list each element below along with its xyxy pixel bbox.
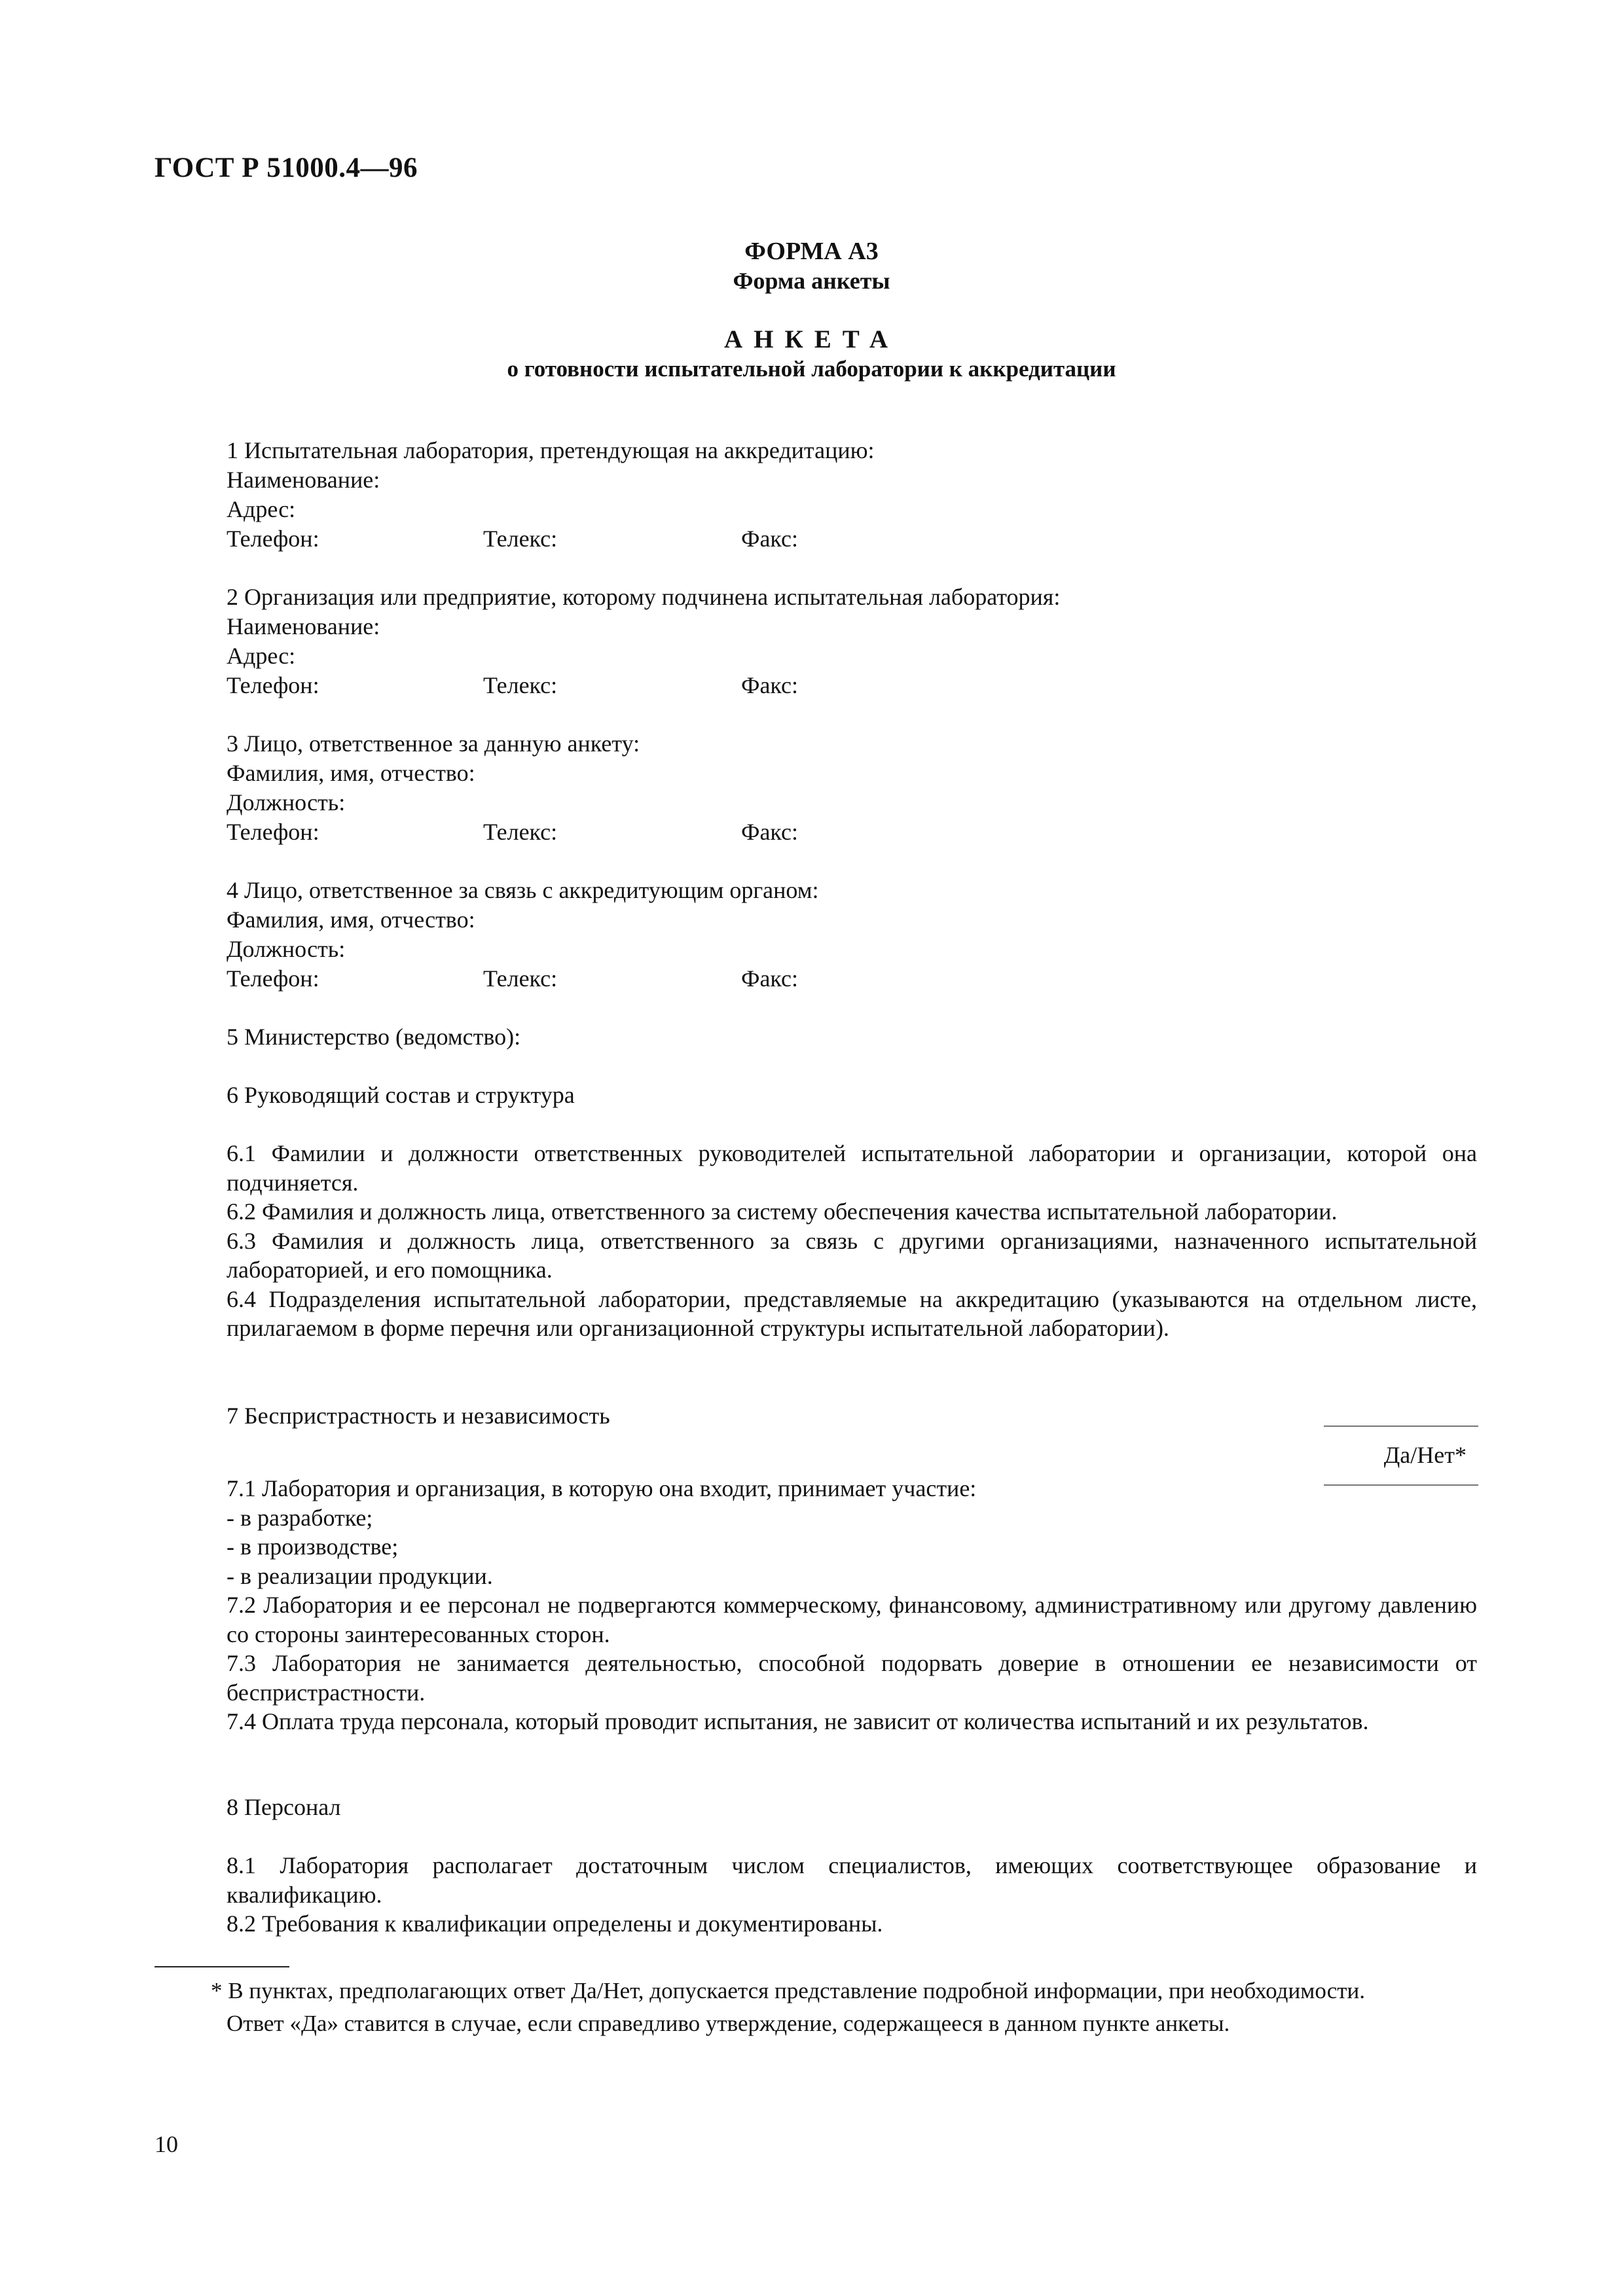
list-item: 6.4 Подразделения испытательной лаборатории, представляемые на аккредитацию (указываются на отдельном листе, прилагаемом в форме перечня или организационной структуры испытательной лаборатории). (227, 1285, 1477, 1341)
section-8-title: 8 Персонал (227, 1794, 341, 1820)
footnote (155, 1977, 1477, 2038)
list-item: 6.1 Фамилии и должности ответственных руководителей испытательной лаборатории и организации, которой она подчиняется. (227, 1140, 1477, 1196)
section-title: 1 Испытательная лаборатория, претендующая на аккредитацию: (227, 437, 875, 463)
fax-label: Факс: (741, 672, 798, 698)
section-6-title: 6 Руководящий состав и структура (227, 1082, 575, 1108)
footnote-text: Ответ «Да» ставится в случае, если справедливо утверждение, содержащееся в данном пункте анкеты. (227, 2011, 1230, 2036)
telex-label: Телекс: (483, 526, 558, 552)
footnote-divider (155, 1966, 289, 1967)
section-1 (227, 436, 875, 554)
section-7-items (155, 1474, 1477, 1736)
field-label: Адрес: (227, 496, 296, 522)
bullet-item: - в реализации продукции. (227, 1562, 493, 1589)
field-label: Наименование: (227, 467, 380, 493)
bullet-item: - в производстве; (227, 1534, 399, 1560)
section-title: 2 Организация или предприятие, которому подчинена испытательная лаборатория: (227, 584, 1061, 610)
telex-label: Телекс: (483, 965, 558, 992)
questionnaire-title: АНКЕТА (723, 325, 900, 353)
footnote-text: * В пунктах, предполагающих ответ Да/Нет, допускается представление подробной информации, при необходимости. (211, 1978, 1366, 2003)
questionnaire-subtitle: о готовности испытательной лаборатории к аккредитации (507, 356, 1116, 382)
field-label: Фамилия, имя, отчество: (227, 760, 475, 786)
document-code: ГОСТ Р 51000.4—96 (155, 152, 418, 183)
field-label: Наименование: (227, 613, 380, 639)
contact-row (227, 817, 798, 847)
section-4 (227, 876, 819, 994)
bullet-item: - в разработке; (227, 1504, 373, 1531)
telex-label: Телекс: (483, 819, 558, 845)
section-title: 3 Лицо, ответственное за данную анкету: (227, 730, 640, 757)
field-label: Должность: (227, 936, 346, 962)
section-8-items (155, 1851, 1477, 1939)
section-7-title: 7 Беспристрастность и независимость (227, 1403, 610, 1429)
field-label: Адрес: (227, 643, 296, 669)
phone-label: Телефон: (227, 526, 319, 552)
section-2 (227, 583, 1060, 700)
list-item: 6.2 Фамилия и должность лица, ответственного за систему обеспечения качества испытательной лаборатории. (227, 1198, 1338, 1225)
list-item: 8.1 Лаборатория располагает достаточным числом специалистов, имеющих соответствующее образование и квалификацию. (227, 1852, 1477, 1908)
section-5-title: 5 Министерство (ведомство): (227, 1024, 521, 1050)
list-item: 7.4 Оплата труда персонала, который проводит испытания, не зависит от количества испытаний и их результатов. (227, 1708, 1369, 1734)
section-3 (227, 729, 798, 847)
telex-label: Телекс: (483, 672, 558, 698)
list-item: 7.1 Лаборатория и организация, в которую она входит, принимает участие: (227, 1475, 977, 1501)
list-item: 6.3 Фамилия и должность лица, ответственного за связь с другими организациями, назначенного испытательной лабораторией, и его помощника. (227, 1227, 1477, 1283)
section-title: 4 Лицо, ответственное за связь с аккредитующим органом: (227, 877, 819, 903)
list-item: 7.2 Лаборатория и ее персонал не подвергаются коммерческому, финансовому, административному или другому давлению со стороны заинтересованных сторон. (227, 1592, 1477, 1647)
list-item: 7.3 Лаборатория не занимается деятельностью, способной подорвать доверие в отношении ее независимости от беспристрастности. (227, 1650, 1477, 1706)
field-label: Должность: (227, 789, 346, 816)
section-6-items (155, 1139, 1477, 1343)
page-number: 10 (155, 2131, 178, 2157)
fax-label: Факс: (741, 819, 798, 845)
contact-row (227, 671, 1060, 700)
phone-label: Телефон: (227, 965, 319, 992)
field-label: Фамилия, имя, отчество: (227, 906, 475, 933)
phone-label: Телефон: (227, 819, 319, 845)
contact-row (227, 964, 819, 994)
contact-row (227, 524, 875, 554)
list-item: 8.2 Требования к квалификации определены и документированы. (227, 1910, 883, 1937)
fax-label: Факс: (741, 965, 798, 992)
form-title: ФОРМА А3 (744, 238, 879, 265)
yes-no-label: Да/Нет* (1383, 1442, 1467, 1468)
fax-label: Факс: (741, 526, 798, 552)
form-subtitle: Форма анкеты (733, 268, 890, 294)
phone-label: Телефон: (227, 672, 319, 698)
